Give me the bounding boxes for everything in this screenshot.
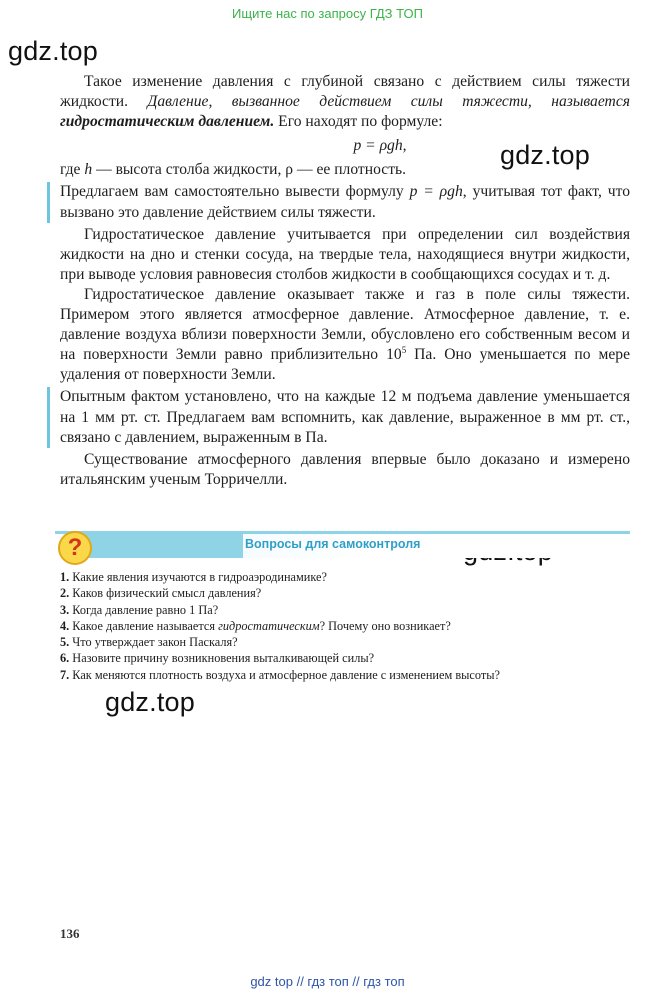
paragraph: Гидростатическое давление учитывается при определении сил воздействия жидкости на дно и стенки сосуда, на твердые тела, находящиеся внутри жидкости, при выводе условия равновесия столбов жидкости в сообщающихся сосудах и т. д.	[60, 225, 630, 283]
watermark: gdz.top	[8, 36, 98, 66]
footer-links[interactable]: gdz top // гдз топ // гдз топ	[250, 974, 405, 989]
callout-box	[47, 387, 630, 447]
question-icon: ?	[58, 531, 92, 565]
main-text	[60, 72, 630, 490]
callout-box	[47, 182, 630, 222]
watermark: gdz.top	[500, 140, 590, 170]
paragraph: Предлагаем вам самостоятельно вывести формулу p = ρgh, учитывая тот факт, что вызвано это давление действием силы тяжести.	[60, 183, 630, 221]
list-item: 3. Когда давление равно 1 Па?	[60, 602, 219, 617]
list-item: 5. Что утверждает закон Паскаля?	[60, 635, 238, 650]
list-item: 7. Как меняются плотность воздуха и атмосферное давление с изменением высоты?	[60, 667, 500, 682]
questions-list	[60, 569, 630, 683]
term-hydrostatic-pressure: гидростатическим давлением.	[60, 113, 275, 131]
paragraph: Гидростатическое давление оказывает также и газ в поле силы тяжести. Примером этого является атмосферное давление. Атмосферное давление, т. е. давление воздуха вблизи поверхности Земли, обусловлено его собственным весом и на поверхности Земли равно приблизительно $10^5$ Па. Оно уменьшается по мере удаления от поверхности Земли.	[60, 285, 630, 384]
paragraph: Опытным фактом установлено, что на каждые 12 м подъема давление уменьшается на 1 мм рт. ст. Предлагаем вам вспомнить, как давление, выраженное в мм рт. ст., связано с давлением, выраженным в Па.	[60, 388, 630, 446]
list-item: 4. Какое давление называется гидростатическим? Почему оно возникает?	[60, 618, 451, 633]
page-number: 136	[60, 926, 80, 941]
watermark: gdz.top	[105, 687, 195, 717]
questions-header	[55, 528, 630, 566]
paragraph: где h — высота столба жидкости, ρ — ее плотность.	[60, 161, 407, 179]
list-item: 6. Назовите причину возникновения выталкивающей силы?	[60, 651, 375, 666]
top-banner[interactable]: Ищите нас по запросу ГДЗ ТОП	[232, 6, 423, 21]
questions-title: Вопросы для самоконтроля	[245, 537, 421, 551]
paragraph: Существование атмосферного давления впервые было доказано и измерено итальянским ученым Торричелли.	[60, 450, 630, 488]
list-item: 1. Какие явления изучаются в гидроаэродинамике?	[60, 570, 327, 584]
formula: p = ρgh,	[353, 137, 407, 155]
list-item: 2. Каков физический смысл давления?	[60, 586, 262, 601]
paragraph: Такое изменение давления с глубиной связано с действием силы тяжести жидкости. Давление, вызванное действием силы тяжести, называется гидростатическим давлением. Его находят по формуле:	[60, 73, 630, 131]
